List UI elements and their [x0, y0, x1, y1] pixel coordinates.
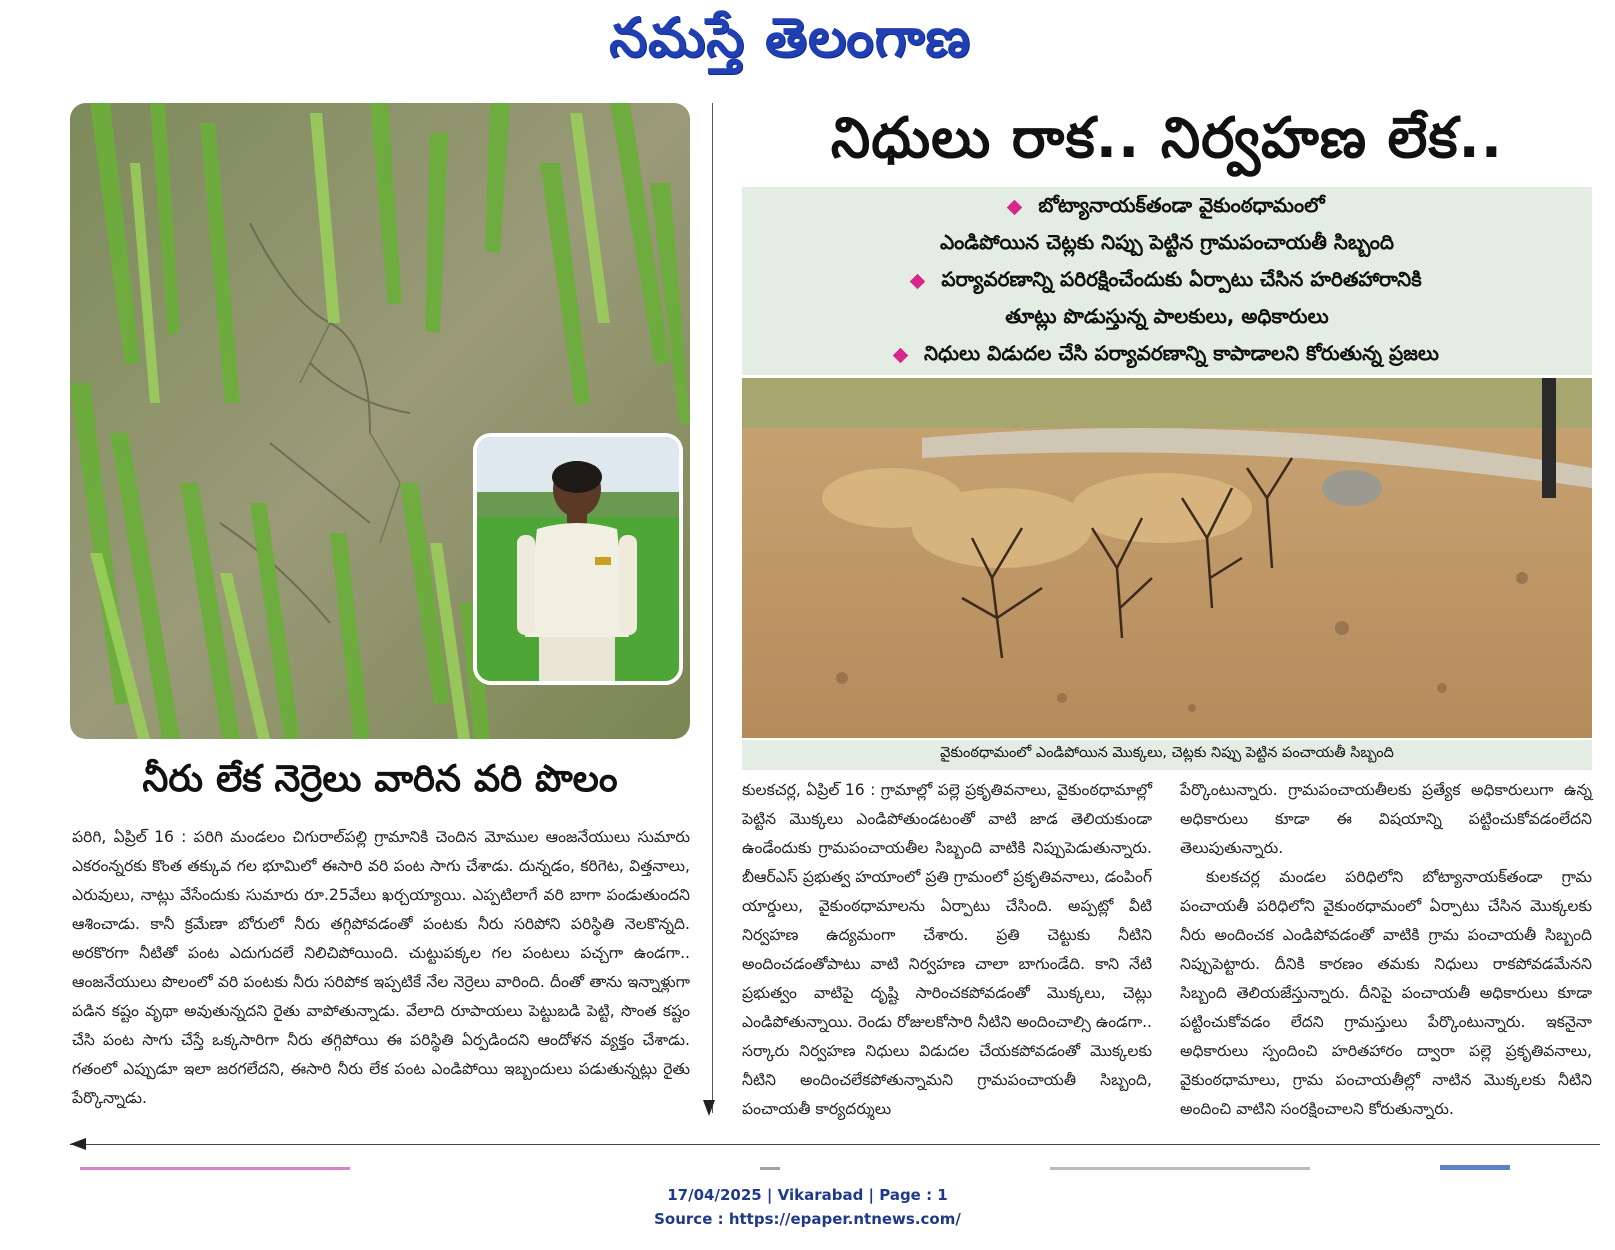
- right-story-header: [742, 103, 1592, 375]
- highlight-text: ఎండిపోయిన చెట్లకు నిప్పు పెట్టిన గ్రామపంచాయతీ సిబ్బంది: [939, 230, 1395, 254]
- column-divider: [712, 103, 713, 1113]
- right-article-para-1: పేర్కొంటున్నారు. గ్రామపంచాయతీలకు ప్రత్యేక అధికారులుగా ఉన్న అధికారులు కూడా ఈ విషయాన్ని పట్టించుకోవడంలేదని తెలుపుతున్నారు.: [1180, 781, 1592, 857]
- cut-off-next-story: [80, 1160, 1600, 1170]
- highlights-list: [742, 189, 1592, 374]
- highlight-item-continued: [742, 300, 1592, 337]
- highlight-item: [742, 263, 1592, 300]
- masthead-title: నమస్తే తెలంగాణ: [609, 5, 971, 69]
- footer-edition-info: 17/04/2025 | Vikarabad | Page : 1: [667, 1186, 948, 1204]
- highlight-text: బోట్యానాయక్‌తండా వైకుంఠధామంలో: [1038, 193, 1325, 217]
- right-article-column-1: కులకచర్ల, ఏప్రిల్ 16 : గ్రామాల్లో పల్లె ప్రకృతివనాలు, వైకుంఠధామాల్లో పెట్టిన మొక్కలు ఎండిపోతుండటంతో వాటి జాడ తెలియకుండా ఉండేందుకు గ్రామపంచాయతీల సిబ్బంది వాటికి నిప్పుపెడుతున్నారు. బీఆర్‌ఎస్ ప్రభుత్వ హయాంలో ప్రతి గ్రామంలో ప్రకృతివనాలు, డంపింగ్ యార్డులు, వైకుంఠధామాలను ఏర్పాటు చేసింది. అప్పట్లో వీటి నిర్వహణ ఉద్యమంగా చేశారు. ప్రతి చెట్టుకు నీటిని అందించడంతోపాటు వాటి నిర్వహణ చాలా బాగుండేది. కాని నేటి ప్రభుత్వం వాటిపై దృష్టి సారించకపోవడంతో మొక్కలు, చెట్లు ఎండిపోతున్నాయి. రెండు రోజులకోసారి నీటిని అందించాల్సి ఉండగా.. సర్కారు నిర్వహణ నిధులు విడుదల చేయకపోవడంతో మొక్కలకు నీటిని అందించలేకపోతున్నామని గ్రామపంచాయతీ సిబ్బంది, పంచాయతీ కార్యదర్శులు: [742, 781, 1152, 1118]
- right-headline: నిధులు రాక.. నిర్వహణ లేక..: [742, 103, 1592, 187]
- cut-off-text-fragments: [80, 1165, 1600, 1170]
- burnt-plants-image: [742, 378, 1592, 738]
- left-headline: నీరు లేక నెర్రెలు వారిన వరి పొలం: [142, 757, 618, 800]
- right-article-para-2: కులకచర్ల మండల పరిధిలోని బోట్యానాయక్‌తండా గ్రామ పంచాయతీ పరిధిలోని వైకుంఠధామంలో ఏర్పాటు చేసిన మొక్కలకు నీరు అందించక ఎండిపోవడంతో వాటికి గ్రామ పంచాయతీ సిబ్బంది నిప్పుపెట్టారు. దీనికి కారణం తమకు నిధులు రాకపోవడమేనని సిబ్బంది తెలియజేస్తున్నారు. దీనిపై పంచాయతీ అధికారులు కూడా పట్టించుకోవడం లేదని గ్రామస్తులు పేర్కొంటున్నారు. ఇకనైనా అధికారులు స్పందించి హరితహారం ద్వారా పల్లె ప్రకృతివనాలు, వైకుంఠధామాలు, గ్రామ పంచాయతీల్లో నాటిన మొక్కలకు నీటిని అందించి వాటిని సంరక్షించాలని కోరుతున్నారు.: [1180, 868, 1592, 1118]
- farmer-portrait: [473, 433, 683, 685]
- highlight-text: పర్యావరణాన్ని పరిరక్షించేందుకు ఏర్పాటు చేసిన హరితహారానికి: [941, 267, 1422, 291]
- masthead-logo: [560, 5, 1020, 80]
- diamond-bullet-icon: [910, 274, 926, 290]
- highlight-text: తూట్లు పొడుస్తున్న పాలకులు, అధికారులు: [1005, 304, 1329, 328]
- paddy-field-photo: [70, 103, 690, 739]
- bottom-divider: [70, 1144, 1600, 1145]
- highlight-item: [742, 189, 1592, 226]
- highlight-item-continued: [742, 226, 1592, 263]
- diamond-bullet-icon: [1007, 200, 1023, 216]
- farmer-image: [477, 437, 679, 681]
- continue-left-arrow-icon: [70, 1138, 86, 1150]
- photo-caption: వైకుంఠధామంలో ఎండిపోయిన మొక్కలు, చెట్లకు నిప్పు పెట్టిన పంచాయతీ సిబ్బంది: [742, 740, 1592, 770]
- page-footer: [0, 1183, 1615, 1231]
- diamond-bullet-icon: [893, 348, 909, 364]
- highlight-text: నిధులు విడుదల చేసి పర్యావరణాన్ని కాపాడాలని కోరుతున్న ప్రజలు: [924, 341, 1439, 365]
- left-article-body: పరిగి, ఏప్రిల్ 16 : పరిగి మండలం చిగురాల్‌పల్లి గ్రామానికి చెందిన మోముల ఆంజనేయులు సుమారు ఎకరంన్నరకు కొంత తక్కువ గల భూమిలో ఈసారి వరి పంట సాగు చేశాడు. దున్నడం, కరిగెట, విత్తనాలు, ఎరువులు, నాట్లు వేసేందుకు సుమారు రూ.25వేలు ఖర్చయ్యాయి. ఎప్పటిలాగే వరి బాగా పండుతుందని ఆశించాడు. కానీ క్రమేణా బోరులో నీరు తగ్గిపోవడంతో పంటకు నీరు సరిపోని పరిస్థితి నెలకొన్నది. అరకొరగా నీటితో పంట ఎదుగుదలే నిలిచిపోయింది. చుట్టుపక్కల గల పంటలు పచ్చగా ఉండగా.. ఆంజనేయులు పొలంలో వరి పంటకు నీరు సరిపోక ఇప్పటికే నేల నెర్రెలు వారింది. దీంతో తాను ఇన్నాళ్లుగా పడిన కష్టం వృథా అవుతున్నదని రైతు వాపోతున్నాడు. వేలాది రూపాయలు పెట్టుబడి పెట్టి, సొంత కష్టం చేసి పంట సాగు చేస్తే ఒక్కసారిగా నీరు తగ్గిపోయి ఈ పరిస్థితి ఏర్పడిందని ఆందోళన వ్యక్తం చేశాడు. గతంలో ఎప్పుడూ ఇలా జరగలేదని, ఈసారి నీరు లేక పంట ఎండిపోయి ఇబ్బందులు పడుతున్నట్లు రైతు పేర్కొన్నాడు.: [72, 828, 690, 1107]
- right-article-column-2: [1180, 776, 1592, 1121]
- footer-source: Source : https://epaper.ntnews.com/: [654, 1210, 961, 1228]
- continue-down-arrow-icon: [703, 1100, 715, 1116]
- burnt-plants-photo: [742, 378, 1592, 738]
- highlight-item: [742, 337, 1592, 374]
